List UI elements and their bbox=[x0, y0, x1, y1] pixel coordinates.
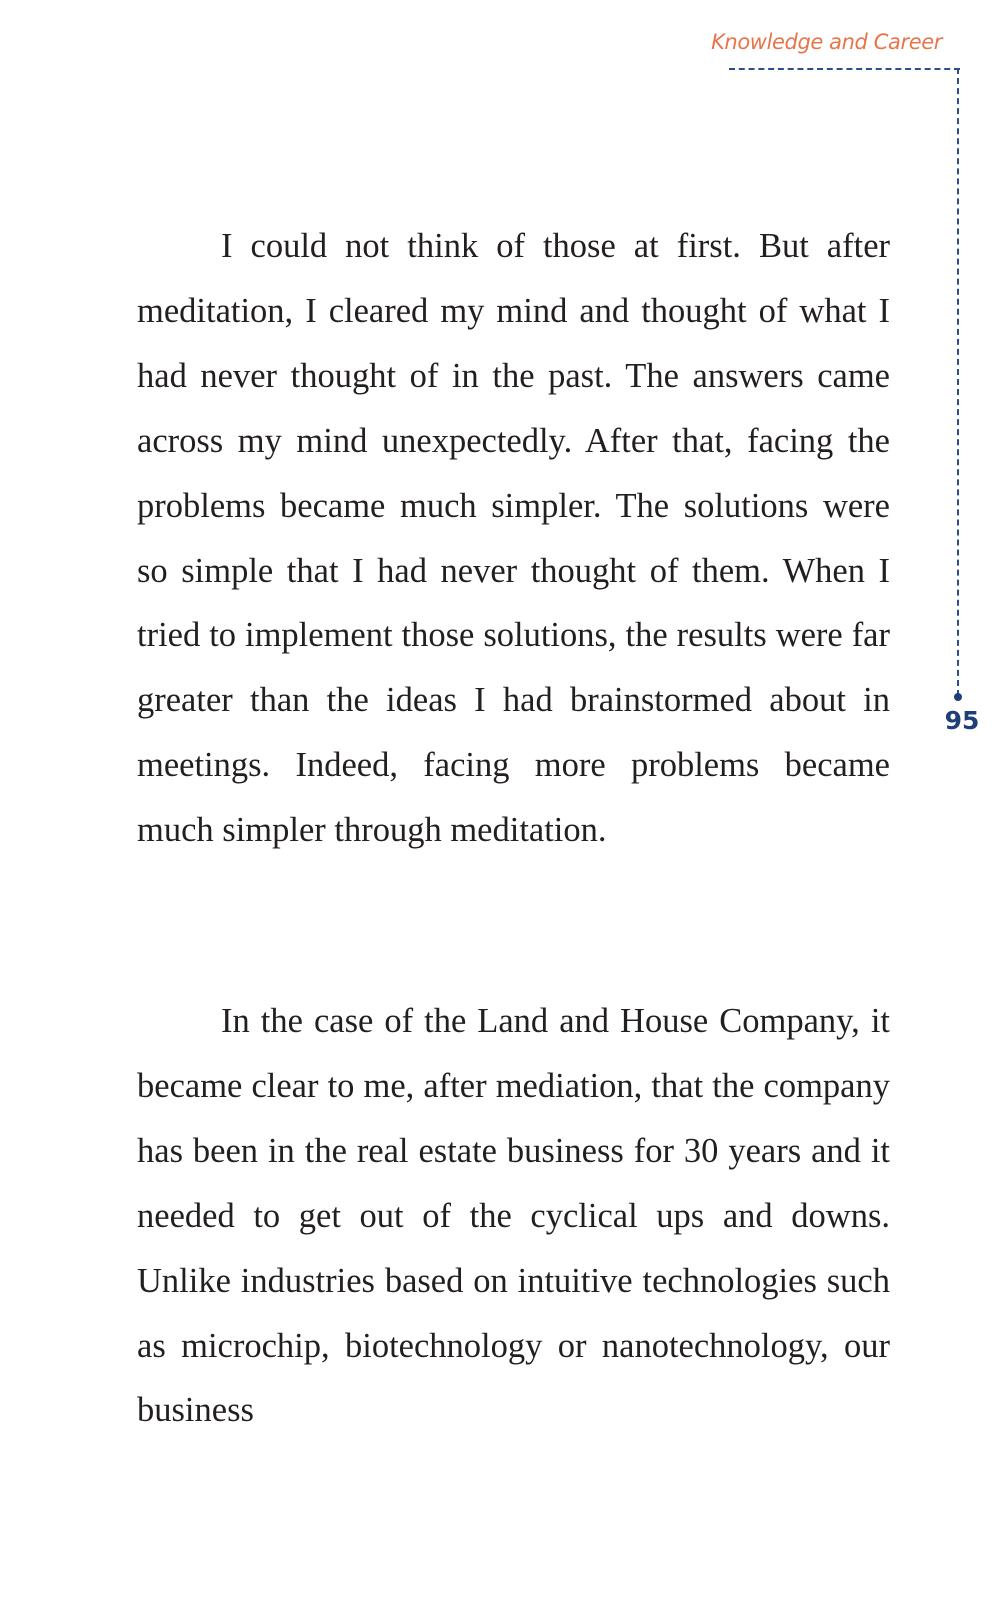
body-paragraph-2: In the case of the Land and House Company, it became clear to me, after mediation, that the company has been in the real estate business for 30 years and it needed to get out of the cyclical ups and downs. Unlike industries based on intuitive technologies such as microchip, biotechnology or nanotechnology, our business bbox=[137, 1002, 890, 1430]
running-head-title: Knowledge and Career bbox=[711, 30, 942, 54]
header-guide-rule bbox=[729, 68, 960, 70]
guide-dot-marker bbox=[954, 693, 962, 701]
page-number: 95 bbox=[944, 706, 980, 735]
body-paragraph-1: I could not think of those at first. But after meditation, I cleared my mind and thought of what I had never thought of in the past. The answers came across my mind unexpectedly. After that, facing the problems became much simpler. The solutions were so simple that I had never thought of them. When I tried to implement those solutions, the results were far greater than the ideas I had brainstormed about in meetings. Indeed, facing more problems became much simpler through meditation. bbox=[137, 227, 890, 850]
margin-guide-rule bbox=[957, 68, 959, 696]
